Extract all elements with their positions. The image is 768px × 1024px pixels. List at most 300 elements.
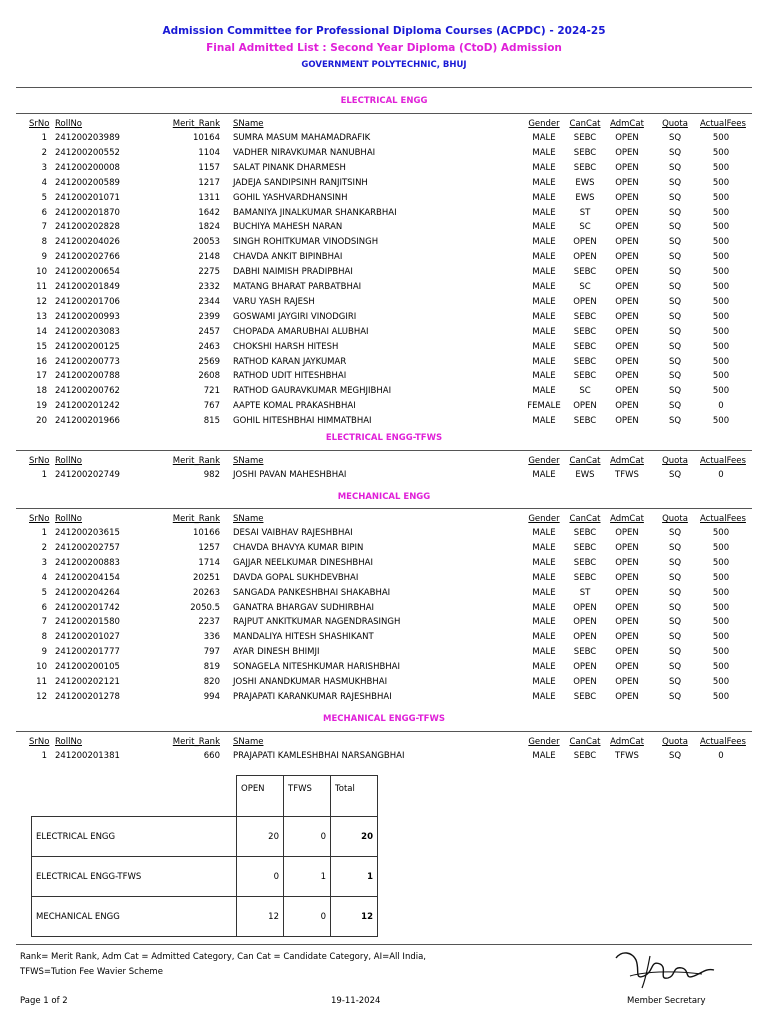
cell-roll-no: 241200201580: [55, 617, 120, 628]
cell-quota: SQ: [668, 751, 682, 761]
cell-srno: 12: [36, 691, 47, 702]
cell-gender: FEMALE: [527, 401, 561, 412]
table-header: [0, 454, 768, 469]
cell-quota: SQ: [668, 662, 682, 673]
cell-merit-rank: 2457: [198, 326, 220, 337]
cell-candidate-category: OPEN: [573, 632, 597, 643]
cell-merit-rank: 1311: [198, 192, 220, 203]
cell-gender: MALE: [532, 647, 556, 658]
cell-actual-fees: 500: [712, 602, 730, 613]
cell-srno: 10: [36, 662, 47, 673]
cell-merit-rank: 20251: [192, 572, 220, 583]
cell-admitted-category: OPEN: [615, 192, 639, 203]
cell-actual-fees: 500: [712, 282, 730, 292]
cell-student-name: SINGH ROHITKUMAR VINODSINGH: [233, 237, 379, 248]
cell-roll-no: 241200201742: [55, 602, 120, 613]
cell-student-name: CHOKSHI HARSH HITESH: [233, 341, 339, 352]
column-header-gender: Gender: [528, 737, 560, 747]
cell-merit-rank: 2237: [198, 617, 220, 628]
cell-roll-no: 241200201242: [55, 401, 120, 412]
column-header-merit-rank: Merit_Rank: [172, 119, 220, 129]
cell-admitted-category: OPEN: [615, 647, 639, 658]
cell-candidate-category: SEBC: [573, 542, 597, 553]
column-header-merit-rank: Merit_Rank: [172, 456, 220, 466]
cell-merit-rank: 819: [203, 662, 220, 673]
cell-quota: SQ: [668, 252, 682, 263]
cell-gender: MALE: [532, 677, 556, 687]
cell-candidate-category: SC: [579, 282, 591, 292]
summary-row-label: ELECTRICAL ENGG-TFWS: [32, 857, 237, 897]
cell-admitted-category: OPEN: [615, 557, 639, 568]
cell-roll-no: 241200200105: [55, 662, 120, 673]
cell-gender: MALE: [532, 632, 556, 643]
cell-roll-no: 241200201870: [55, 207, 120, 218]
column-header-srno: SrNo: [29, 737, 50, 747]
cell-actual-fees: 500: [712, 311, 730, 322]
cell-admitted-category: OPEN: [615, 207, 639, 218]
cell-srno: 6: [41, 602, 47, 613]
cell-gender: MALE: [532, 587, 556, 598]
cell-actual-fees: 500: [712, 133, 730, 143]
cell-srno: 3: [41, 557, 47, 568]
cell-actual-fees: 500: [712, 528, 730, 538]
table-row: [0, 615, 768, 630]
table-row: [0, 265, 768, 280]
print-date: 19-11-2024: [331, 996, 381, 1006]
column-header-merit-rank: Merit_Rank: [172, 737, 220, 747]
cell-gender: MALE: [532, 162, 556, 173]
cell-candidate-category: SEBC: [573, 416, 597, 427]
cell-candidate-category: OPEN: [573, 252, 597, 263]
cell-actual-fees: 500: [712, 207, 730, 218]
column-header-actual-fees: ActualFees: [700, 737, 746, 747]
cell-gender: MALE: [532, 470, 556, 480]
cell-actual-fees: 500: [712, 341, 730, 352]
cell-student-name: AYAR DINESH BHIMJI: [233, 647, 320, 658]
cell-actual-fees: 500: [712, 252, 730, 263]
cell-candidate-category: ST: [579, 587, 591, 598]
column-header-candidate-category: CanCat: [569, 119, 601, 129]
cell-quota: SQ: [668, 587, 682, 598]
cell-candidate-category: SEBC: [573, 341, 597, 352]
cell-candidate-category: SEBC: [573, 647, 597, 658]
cell-merit-rank: 336: [203, 632, 220, 643]
cell-candidate-category: SEBC: [573, 691, 597, 702]
cell-quota: SQ: [668, 147, 682, 158]
list-title: Final Admitted List : Second Year Diploma (CtoD) Admission: [206, 42, 562, 54]
table-row: [0, 690, 768, 705]
cell-quota: SQ: [668, 528, 682, 538]
cell-student-name: DAVDA GOPAL SUKHDEVBHAI: [233, 572, 359, 583]
cell-merit-rank: 2275: [198, 267, 220, 278]
cell-quota: SQ: [668, 647, 682, 658]
cell-candidate-category: OPEN: [573, 602, 597, 613]
column-header-roll-no: RollNo: [55, 456, 83, 466]
cell-roll-no: 241200204264: [55, 587, 120, 598]
cell-student-name: PRAJAPATI KARANKUMAR RAJESHBHAI: [233, 691, 392, 702]
cell-admitted-category: OPEN: [615, 296, 639, 307]
cell-student-name: GANATRA BHARGAV SUDHIRBHAI: [233, 602, 375, 613]
summary-tfws: 1: [284, 857, 331, 897]
table-row: [0, 191, 768, 206]
cell-quota: SQ: [668, 386, 682, 397]
cell-admitted-category: TFWS: [615, 470, 639, 480]
cell-roll-no: 241200201071: [55, 192, 120, 203]
cell-admitted-category: OPEN: [615, 267, 639, 278]
cell-quota: SQ: [668, 296, 682, 307]
cell-roll-no: 241200201381: [55, 751, 120, 761]
cell-candidate-category: OPEN: [573, 617, 597, 628]
cell-srno: 4: [41, 572, 47, 583]
cell-merit-rank: 1104: [198, 147, 220, 158]
cell-roll-no: 241200202828: [55, 222, 120, 233]
cell-candidate-category: EWS: [575, 177, 595, 188]
cell-student-name: SALAT PINANK DHARMESH: [233, 162, 346, 173]
cell-quota: SQ: [668, 470, 682, 480]
cell-srno: 1: [41, 133, 47, 143]
cell-merit-rank: 820: [203, 677, 220, 687]
cell-quota: SQ: [668, 133, 682, 143]
cell-quota: SQ: [668, 356, 682, 367]
column-header-actual-fees: ActualFees: [700, 514, 746, 524]
cell-gender: MALE: [532, 296, 556, 307]
cell-roll-no: 241200202121: [55, 677, 120, 687]
cell-student-name: MATANG BHARAT PARBATBHAI: [233, 282, 362, 292]
column-header-student-name: SName: [233, 737, 264, 747]
cell-gender: MALE: [532, 282, 556, 292]
institute-name: GOVERNMENT POLYTECHNIC, BHUJ: [301, 60, 467, 70]
column-header-candidate-category: CanCat: [569, 456, 601, 466]
cell-gender: MALE: [532, 311, 556, 322]
table-row: [0, 526, 768, 541]
cell-actual-fees: 500: [712, 647, 730, 658]
cell-student-name: PRAJAPATI KAMLESHBHAI NARSANGBHAI: [233, 751, 405, 761]
cell-candidate-category: SEBC: [573, 162, 597, 173]
cell-actual-fees: 500: [712, 572, 730, 583]
cell-roll-no: 241200201849: [55, 282, 120, 292]
cell-admitted-category: OPEN: [615, 587, 639, 598]
cell-student-name: MANDALIYA HITESH SHASHIKANT: [233, 632, 374, 643]
table-row: [0, 384, 768, 399]
cell-actual-fees: 500: [712, 691, 730, 702]
cell-admitted-category: OPEN: [615, 401, 639, 412]
cell-srno: 13: [36, 311, 47, 322]
cell-quota: SQ: [668, 401, 682, 412]
column-header-actual-fees: ActualFees: [700, 119, 746, 129]
cell-srno: 11: [36, 677, 47, 687]
table-row: [0, 541, 768, 556]
table-row: [0, 280, 768, 295]
cell-srno: 10: [36, 267, 47, 278]
cell-quota: SQ: [668, 207, 682, 218]
cell-admitted-category: OPEN: [615, 237, 639, 248]
table-row: [0, 220, 768, 235]
cell-student-name: JOSHI PAVAN MAHESHBHAI: [233, 470, 347, 480]
column-header-gender: Gender: [528, 119, 560, 129]
cell-student-name: BUCHIYA MAHESH NARAN: [233, 222, 343, 233]
cell-student-name: SUMRA MASUM MAHAMADRAFIK: [233, 133, 371, 143]
cell-gender: MALE: [532, 326, 556, 337]
table-row: [0, 176, 768, 191]
cell-quota: SQ: [668, 602, 682, 613]
column-header-srno: SrNo: [29, 119, 50, 129]
cell-srno: 18: [36, 386, 47, 397]
cell-srno: 17: [36, 371, 47, 382]
cell-srno: 16: [36, 356, 47, 367]
cell-srno: 7: [41, 222, 47, 233]
cell-roll-no: 241200200788: [55, 371, 120, 382]
cell-candidate-category: SC: [579, 386, 591, 397]
section-title: ELECTRICAL ENGG: [340, 96, 428, 106]
column-header-gender: Gender: [528, 514, 560, 524]
column-header-roll-no: RollNo: [55, 737, 83, 747]
cell-gender: MALE: [532, 192, 556, 203]
column-header-quota: Quota: [662, 737, 688, 747]
cell-gender: MALE: [532, 222, 556, 233]
cell-candidate-category: SEBC: [573, 267, 597, 278]
cell-actual-fees: 500: [712, 192, 730, 203]
cell-merit-rank: 20263: [192, 587, 220, 598]
cell-gender: MALE: [532, 252, 556, 263]
cell-actual-fees: 500: [712, 557, 730, 568]
summary-header-total: Total: [331, 776, 378, 817]
cell-actual-fees: 0: [718, 470, 724, 480]
member-secretary-label: Member Secretary: [627, 996, 706, 1006]
cell-actual-fees: 500: [712, 617, 730, 628]
cell-roll-no: 241200200552: [55, 147, 120, 158]
cell-admitted-category: OPEN: [615, 677, 639, 687]
cell-srno: 9: [41, 647, 47, 658]
cell-actual-fees: 500: [712, 267, 730, 278]
summary-row-label: MECHANICAL ENGG: [32, 897, 237, 937]
section-title: MECHANICAL ENGG: [337, 492, 431, 502]
column-header-roll-no: RollNo: [55, 119, 83, 129]
cell-merit-rank: 20053: [192, 237, 220, 248]
cell-roll-no: 241200200589: [55, 177, 120, 188]
cell-candidate-category: SEBC: [573, 371, 597, 382]
column-header-admitted-category: AdmCat: [610, 737, 644, 747]
column-header-actual-fees: ActualFees: [700, 456, 746, 466]
cell-quota: SQ: [668, 557, 682, 568]
summary-open: 0: [237, 857, 284, 897]
cell-merit-rank: 2148: [198, 252, 220, 263]
cell-candidate-category: SEBC: [573, 311, 597, 322]
table-header: [0, 735, 768, 750]
cell-candidate-category: SEBC: [573, 356, 597, 367]
table-row: [0, 355, 768, 370]
cell-candidate-category: SEBC: [573, 326, 597, 337]
section-divider: [16, 113, 752, 114]
table-row: [0, 399, 768, 414]
cell-merit-rank: 994: [203, 691, 220, 702]
cell-roll-no: 241200201706: [55, 296, 120, 307]
cell-actual-fees: 500: [712, 296, 730, 307]
cell-gender: MALE: [532, 528, 556, 538]
cell-quota: SQ: [668, 326, 682, 337]
cell-admitted-category: OPEN: [615, 386, 639, 397]
cell-admitted-category: OPEN: [615, 662, 639, 673]
cell-gender: MALE: [532, 617, 556, 628]
cell-gender: MALE: [532, 602, 556, 613]
column-header-quota: Quota: [662, 514, 688, 524]
cell-admitted-category: OPEN: [615, 371, 639, 382]
cell-candidate-category: SEBC: [573, 133, 597, 143]
table-header: [0, 117, 768, 132]
cell-quota: SQ: [668, 237, 682, 248]
summary-open: 12: [237, 897, 284, 937]
cell-srno: 12: [36, 296, 47, 307]
cell-actual-fees: 500: [712, 356, 730, 367]
cell-student-name: RATHOD KARAN JAYKUMAR: [233, 356, 347, 367]
cell-roll-no: 241200203615: [55, 528, 120, 538]
cell-quota: SQ: [668, 341, 682, 352]
cell-srno: 20: [36, 416, 47, 427]
cell-quota: SQ: [668, 282, 682, 292]
cell-student-name: RATHOD GAURAVKUMAR MEGHJIBHAI: [233, 386, 392, 397]
cell-merit-rank: 10166: [192, 528, 220, 538]
table-row: [0, 660, 768, 675]
summary-tfws: 0: [284, 897, 331, 937]
cell-candidate-category: EWS: [575, 470, 595, 480]
cell-merit-rank: 2332: [198, 282, 220, 292]
cell-actual-fees: 500: [712, 542, 730, 553]
cell-admitted-category: OPEN: [615, 252, 639, 263]
cell-candidate-category: SC: [579, 222, 591, 233]
cell-srno: 1: [41, 751, 47, 761]
cell-candidate-category: SEBC: [573, 528, 597, 538]
cell-merit-rank: 1714: [198, 557, 220, 568]
cell-student-name: JOSHI ANANDKUMAR HASMUKHBHAI: [233, 677, 388, 687]
cell-admitted-category: OPEN: [615, 617, 639, 628]
cell-gender: MALE: [532, 267, 556, 278]
summary-table: [31, 775, 378, 937]
cell-merit-rank: 1824: [198, 222, 220, 233]
cell-candidate-category: SEBC: [573, 572, 597, 583]
cell-roll-no: 241200204026: [55, 237, 120, 248]
cell-admitted-category: OPEN: [615, 326, 639, 337]
cell-student-name: SONAGELA NITESHKUMAR HARISHBHAI: [233, 662, 401, 673]
cell-quota: SQ: [668, 542, 682, 553]
cell-merit-rank: 2050.5: [190, 602, 220, 613]
table-row: [0, 645, 768, 660]
cell-merit-rank: 2569: [198, 356, 220, 367]
column-header-srno: SrNo: [29, 456, 50, 466]
summary-total: 1: [331, 857, 378, 897]
cell-actual-fees: 500: [712, 222, 730, 233]
cell-srno: 4: [41, 177, 47, 188]
table-row: [0, 586, 768, 601]
cell-gender: MALE: [532, 416, 556, 427]
cell-srno: 1: [41, 470, 47, 480]
cell-gender: MALE: [532, 691, 556, 702]
cell-admitted-category: OPEN: [615, 222, 639, 233]
cell-roll-no: 241200200762: [55, 386, 120, 397]
cell-roll-no: 241200202749: [55, 470, 120, 480]
cell-quota: SQ: [668, 222, 682, 233]
table-row: [0, 325, 768, 340]
column-header-admitted-category: AdmCat: [610, 514, 644, 524]
table-row: [0, 630, 768, 645]
cell-admitted-category: OPEN: [615, 282, 639, 292]
cell-merit-rank: 2344: [198, 296, 220, 307]
cell-quota: SQ: [668, 416, 682, 427]
cell-actual-fees: 500: [712, 371, 730, 382]
column-header-quota: Quota: [662, 119, 688, 129]
cell-srno: 8: [41, 632, 47, 643]
cell-roll-no: 241200201777: [55, 647, 120, 658]
table-row: [0, 206, 768, 221]
cell-srno: 7: [41, 617, 47, 628]
column-header-roll-no: RollNo: [55, 514, 83, 524]
cell-student-name: RAJPUT ANKITKUMAR NAGENDRASINGH: [233, 617, 401, 628]
cell-quota: SQ: [668, 572, 682, 583]
cell-candidate-category: OPEN: [573, 401, 597, 412]
cell-merit-rank: 1642: [198, 207, 220, 218]
column-header-student-name: SName: [233, 456, 264, 466]
cell-student-name: DABHI NAIMISH PRADIPBHAI: [233, 267, 353, 278]
cell-gender: MALE: [532, 237, 556, 248]
cell-merit-rank: 767: [203, 401, 220, 412]
cell-srno: 9: [41, 252, 47, 263]
cell-admitted-category: TFWS: [615, 751, 639, 761]
cell-gender: MALE: [532, 341, 556, 352]
cell-gender: MALE: [532, 542, 556, 553]
summary-open: 20: [237, 817, 284, 857]
cell-student-name: GOSWAMI JAYGIRI VINODGIRI: [233, 311, 357, 322]
cell-actual-fees: 500: [712, 632, 730, 643]
summary-total: 20: [331, 817, 378, 857]
cell-gender: MALE: [532, 133, 556, 143]
cell-roll-no: 241200200008: [55, 162, 120, 173]
column-header-student-name: SName: [233, 514, 264, 524]
cell-candidate-category: OPEN: [573, 237, 597, 248]
cell-candidate-category: ST: [579, 207, 591, 218]
header-divider: [16, 87, 752, 88]
cell-candidate-category: OPEN: [573, 296, 597, 307]
cell-admitted-category: OPEN: [615, 528, 639, 538]
cell-student-name: DESAI VAIBHAV RAJESHBHAI: [233, 528, 353, 538]
cell-srno: 3: [41, 162, 47, 173]
cell-srno: 14: [36, 326, 47, 337]
table-row: [0, 571, 768, 586]
column-header-student-name: SName: [233, 119, 264, 129]
cell-roll-no: 241200200883: [55, 557, 120, 568]
cell-roll-no: 241200200125: [55, 341, 120, 352]
cell-student-name: VARU YASH RAJESH: [233, 296, 315, 307]
cell-srno: 15: [36, 341, 47, 352]
table-row: [0, 340, 768, 355]
cell-admitted-category: OPEN: [615, 416, 639, 427]
column-header-gender: Gender: [528, 456, 560, 466]
cell-admitted-category: OPEN: [615, 356, 639, 367]
cell-roll-no: 241200203989: [55, 133, 120, 143]
cell-actual-fees: 500: [712, 326, 730, 337]
table-row: [0, 369, 768, 384]
cell-admitted-category: OPEN: [615, 542, 639, 553]
cell-merit-rank: 2399: [198, 311, 220, 322]
cell-merit-rank: 1257: [198, 542, 220, 553]
column-header-admitted-category: AdmCat: [610, 456, 644, 466]
cell-roll-no: 241200204154: [55, 572, 120, 583]
cell-srno: 2: [41, 542, 47, 553]
table-row: [0, 675, 768, 690]
cell-student-name: RATHOD UDIT HITESHBHAI: [233, 371, 347, 382]
cell-admitted-category: OPEN: [615, 177, 639, 188]
table-row: [0, 310, 768, 325]
column-header-candidate-category: CanCat: [569, 514, 601, 524]
table-row: [0, 146, 768, 161]
cell-srno: 5: [41, 587, 47, 598]
